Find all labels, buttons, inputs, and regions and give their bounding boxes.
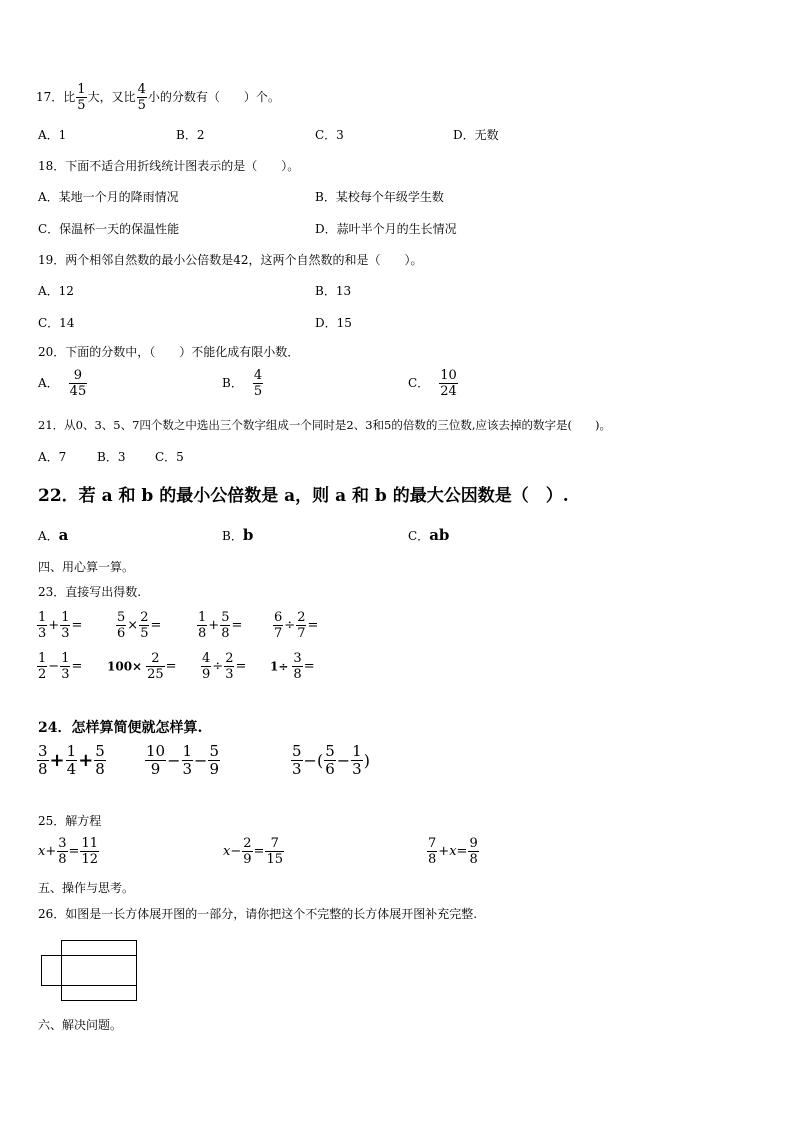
fraction: $\frac{1}{5}$ [77,82,86,113]
calc-item: $\frac{1}{8}$ + $\frac{5}{8}$ = [198,610,243,641]
option-a: A． $\frac{9}{45}$ [38,368,87,399]
equation-3: $\frac{7}{8}$ +x= $\frac{9}{8}$ [428,836,478,867]
option-c: C．5 [155,450,184,464]
calc-item: $\frac{6}{7}$ ÷ $\frac{2}{7}$ = [274,610,319,641]
equation-1: x+ $\frac{3}{8}$ = $\frac{11}{12}$ [38,836,98,867]
equation-2: x− $\frac{2}{9}$ = $\frac{7}{15}$ [223,836,283,867]
fraction: $\frac{4}{5}$ [137,82,146,113]
question-19: 19．两个相邻自然数的最小公倍数是42，这两个自然数的和是（ ）。 [38,253,423,267]
option-d: D．无数 [453,128,499,142]
option-d: D．蒜叶半个月的生长情况 [315,222,457,236]
option-c: C．3 [315,128,344,142]
calc-item: $\frac{1}{2}$ − $\frac{1}{3}$ = [38,651,83,682]
option-c: C． $\frac{10}{24}$ [408,368,457,399]
net-side-rect [42,956,62,986]
option-b: B．13 [315,284,352,298]
question-17: 17．比 $\frac{1}{5}$ 大，又比 $\frac{4}{5}$ 小的分数有（ ）个。 [36,82,280,113]
fraction: $\frac{9}{45}$ [69,368,87,399]
question-21: 21．从0、3、5、7四个数之中选出三个数字组成一个同时是2、3和5的倍数的三位数,应该去掉的数字是( )。 [38,418,611,432]
question-24: 24．怎样算简便就怎样算. [38,720,203,736]
expression-2: $\frac{10}{9}$ − $\frac{1}{3}$ − $\frac{5}{9}$ [146,742,219,778]
option-c: C．ab [408,526,450,544]
question-25: 25．解方程 [38,814,102,828]
net-outer-rect [62,941,137,1001]
expression-1: $\frac{3}{8}$ + $\frac{1}{4}$ + $\frac{5}{8}$ [38,742,105,778]
question-22: 22．若 a 和 b 的最小公倍数是 a，则 a 和 b 的最大公因数是（ ）. [38,486,569,506]
calc-item: $\frac{1}{3}$ + $\frac{1}{3}$ = [38,610,83,641]
question-26: 26．如图是一长方体展开图的一部分，请你把这个不完整的长方体展开图补充完整. [38,907,478,921]
question-number: 17． [36,90,64,104]
option-b: B．2 [176,128,205,142]
option-c: C．保温杯一天的保温性能 [38,222,180,236]
question-23: 23．直接写出得数. [38,585,142,599]
section-heading: 六、解决问题。 [38,1018,123,1032]
calc-item: 1÷ $\frac{3}{8}$ = [270,651,315,682]
question-18: 18．下面不适合用折线统计图表示的是（ ）。 [38,159,300,173]
section-heading: 四、用心算一算。 [38,560,135,574]
fraction: $\frac{4}{5}$ [253,368,263,399]
option-a: A．7 [38,450,67,464]
expression-3: $\frac{5}{3}$ −( $\frac{5}{6}$ − $\frac{1}{3}$ ) [292,742,370,778]
option-a: A．1 [38,128,67,142]
calc-item: $\frac{4}{9}$ ÷ $\frac{2}{3}$ = [202,651,247,682]
option-b: B．3 [97,450,126,464]
calc-item: $\frac{5}{6}$ × $\frac{2}{5}$ = [117,610,162,641]
fraction: $\frac{10}{24}$ [440,368,457,399]
calc-item: 100× $\frac{2}{25}$ = [107,651,177,682]
section-heading: 五、操作与思考。 [38,881,135,895]
option-a: A．某地一个月的降雨情况 [38,190,179,204]
option-a: A．a [38,526,69,544]
option-b: B．b [222,526,254,544]
option-b: B．某校每个年级学生数 [315,190,444,204]
box-net-figure [40,938,140,1004]
option-d: D．15 [315,316,352,330]
option-a: A．12 [38,284,74,298]
option-c: C．14 [38,316,75,330]
option-b: B． $\frac{4}{5}$ [222,368,263,399]
question-20: 20．下面的分数中，（ ）不能化成有限小数． [38,345,300,359]
